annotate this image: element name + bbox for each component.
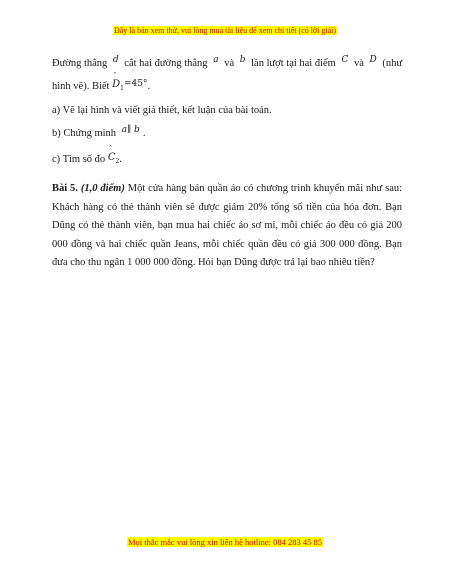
var-b: b [239,55,246,65]
var-D: D [369,55,377,65]
intro-line-2: hình vẽ). Biết ˆ $D_1=45^\circ$. [52,72,151,92]
task-a: a) Vẽ lại hình và viết giả thiết, kết luận của bài toán. [52,105,272,116]
angle-D1: ˆ $D_1$ [112,72,124,92]
exercise-label: Bài 5. [52,183,78,194]
exercise-5 [52,180,402,273]
var-a: a [213,55,219,65]
angle-C2: ˆ $C_2$ [107,145,120,165]
parallel-expression: a∥ b [121,125,140,135]
var-C: C [341,55,349,65]
angle-value: =45° [123,79,148,89]
var-d: d [112,55,119,65]
preview-banner: Đây là bản xem thử, vui lòng mua tài liệu để xem chi tiết (có lời giải) [113,26,337,35]
exercise-points: (1,0 điểm) [80,183,125,194]
intro-line-1: Đường thẳng d cắt hai đường thẳng a và b lần lượt tại hai điểm C và D (như [52,55,403,69]
hotline-banner: Mọi thắc mắc vui lòng xin liên hệ hotline: 084 283 45 85 [127,537,323,547]
exercise-body: Một cửa hàng bán quần áo có chương trình khuyến mãi như sau: Khách hàng có thẻ thành viên sẽ được giảm 20% tổng số tiền của hóa đơn. Bạn Dũng có thẻ thành viên, bạn mua hai chiếc áo sơ mi, mỗi chiếc áo đều có giá 200 000 đồng và hai chiếc quần Jeans, mỗi chiếc quần đều có giá 300 000 đồng. Bạn đưa cho thu ngân 1 000 000 đồng. Hỏi bạn Dũng được trả lại bao nhiêu tiền? [52,183,403,269]
task-c: c) Tìm số đo ˆ $C_2$. [52,145,122,165]
task-b: b) Chứng minh a∥ b . [52,125,146,139]
